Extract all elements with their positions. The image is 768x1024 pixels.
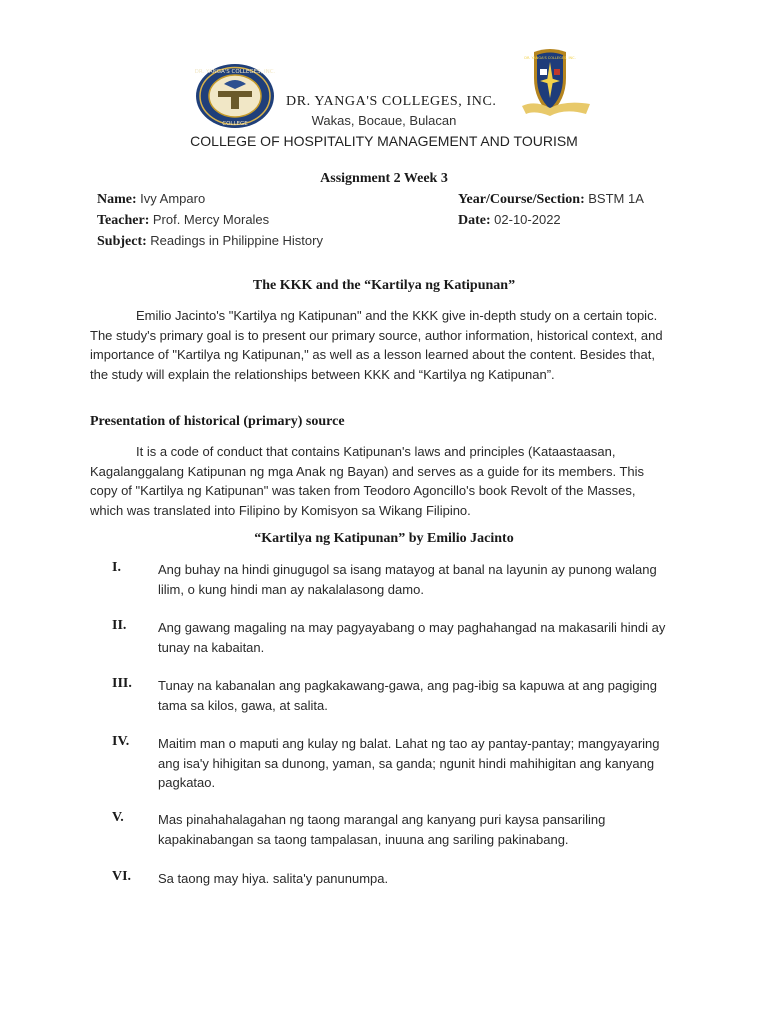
svg-text:DR. YANGA'S COLLEGES, INC.: DR. YANGA'S COLLEGES, INC.	[524, 56, 576, 60]
date-row	[458, 210, 644, 231]
intro-paragraph: Emilio Jacinto's "Kartilya ng Katipunan" and the KKK give in-depth study on a certain topic. The study's primary goal is to present our primary source, author information, historical context, and importance of "Kartilya ng Katipunan," as well as a lesson learned about the content. Besides that, the study will explain the relationships between KKK and “Kartilya ng Katipunan”.	[90, 308, 663, 382]
student-info-left	[97, 189, 323, 252]
name-label: Name:	[97, 192, 137, 207]
item-number: I.	[112, 560, 121, 575]
assignment-title: Assignment 2 Week 3	[320, 171, 448, 186]
section-row	[458, 189, 644, 210]
subject-row	[97, 231, 323, 252]
item-text: Tunay na kabanalan ang pagkakawang-gawa, ang pag-ibig sa kapuwa at ang pagiging tama sa kilos, gawa, at salita.	[158, 678, 657, 713]
name-value: Ivy Amparo	[140, 191, 206, 206]
teacher-value: Prof. Mercy Morales	[152, 212, 270, 227]
item-text: Sa taong may hiya. salita'y panunumpa.	[158, 871, 389, 886]
svg-text:DR. YANGA'S COLLEGES, INC.: DR. YANGA'S COLLEGES, INC.	[194, 69, 276, 75]
college-name: COLLEGE OF HOSPITALITY MANAGEMENT AND TOURISM	[190, 133, 578, 149]
item-number: II.	[112, 618, 127, 633]
kartilya-title: “Kartilya ng Katipunan” by Emilio Jacinto	[254, 531, 514, 546]
department-shield-logo	[500, 48, 600, 120]
item-number: IV.	[112, 734, 130, 749]
section-value: BSTM 1A	[588, 191, 644, 206]
subject-value: Readings in Philippine History	[150, 233, 323, 248]
school-address: Wakas, Bocaue, Bulacan	[311, 113, 457, 128]
item-number: VI.	[112, 869, 132, 884]
teacher-label: Teacher:	[97, 213, 150, 228]
document-title: The KKK and the “Kartilya ng Katipunan”	[252, 278, 516, 293]
section-label: Year/Course/Section:	[458, 192, 585, 207]
teacher-row	[97, 210, 323, 231]
student-info-right	[458, 189, 644, 231]
section-heading: Presentation of historical (primary) source	[90, 414, 345, 429]
date-value: 02-10-2022	[494, 212, 561, 227]
item-number: V.	[112, 810, 124, 825]
section-paragraph: It is a code of conduct that contains Katipunan's laws and principles (Kataastaasan, Kagalanggalang Katipunan ng mga Anak ng Bayan) and serves as a guide for its members. This copy of "Kartilya ng Katipunan" was taken from Teodoro Agoncillo's book Revolt of the Masses, which was translated into Filipino by Komisyon sa Wikang Filipino.	[90, 444, 645, 518]
school-name: DR. YANGA'S COLLEGES, INC.	[286, 94, 497, 109]
item-text: Ang gawang magaling na may pagyayabang o may paghahangad na makasarili hindi ay tunay na kabaitan.	[158, 620, 666, 655]
item-text: Maitim man o maputi ang kulay ng balat. Lahat ng tao ay pantay-pantay; mangyayaring ang isa'y hihigitan sa dunong, yaman, sa ganda; ngunit hindi mahihigitan ang kanyang pagkatao.	[158, 736, 660, 790]
date-label: Date:	[458, 213, 491, 228]
svg-text:COLLEGE: COLLEGE	[222, 121, 248, 127]
subject-label: Subject:	[97, 234, 147, 249]
item-number: III.	[112, 676, 132, 691]
item-text: Mas pinahahalagahan ng taong marangal ang kanyang puri kaysa pansariling kapakinabangan sa taong tampalasan, inuuna ang sariling pakinabang.	[158, 812, 606, 847]
name-row	[97, 189, 323, 210]
item-text: Ang buhay na hindi ginugugol sa isang matayog at banal na layunin ay punong walang lilim, o kung hindi man ay nakalalasong damo.	[158, 562, 657, 597]
